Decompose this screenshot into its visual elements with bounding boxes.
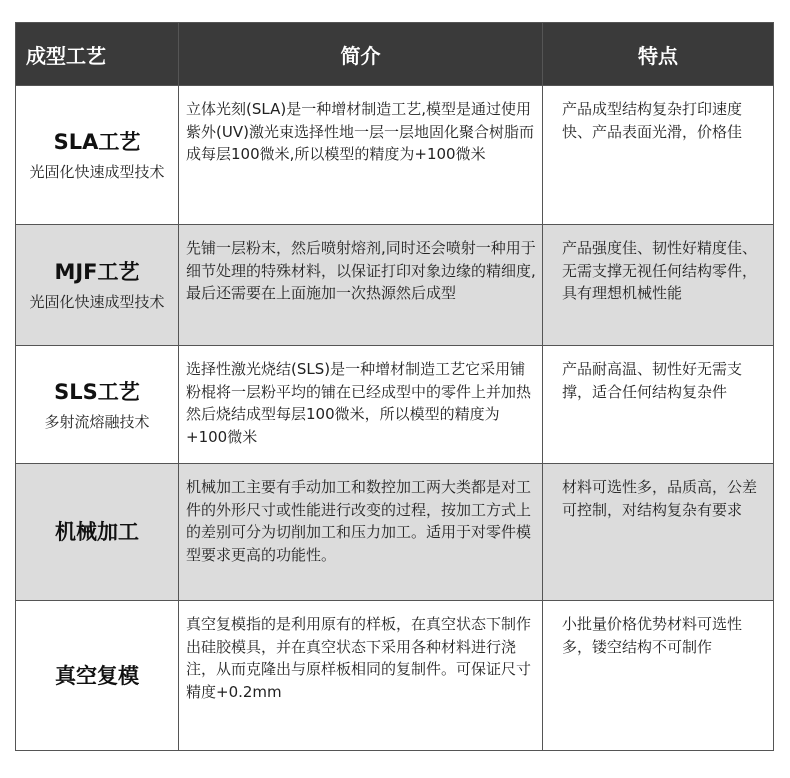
process-cell <box>16 225 179 346</box>
feature-cell: 产品强度佳、韧性好精度佳、无需支撑无视任何结构零件，具有理想机械性能 <box>543 225 774 346</box>
process-comparison-table <box>15 22 774 751</box>
process-subtitle: 光固化快速成型技术 <box>29 293 165 311</box>
description-cell: 真空复模指的是利用原有的样板，在真空状态下制作出硅胶模具，并在真空状态下采用各种材料进行浇注，从而克隆出与原样板相同的复制件。可保证尺寸精度+0.2mm <box>179 601 543 751</box>
table-row-vacuum-casting <box>16 601 774 751</box>
process-name: SLS工艺 <box>54 379 140 404</box>
feature-cell: 小批量价格优势材料可选性多，镂空结构不可制作 <box>543 601 774 751</box>
header-intro: 简介 <box>179 23 543 86</box>
process-name: SLA工艺 <box>53 130 141 154</box>
table-row-mjf <box>16 225 774 346</box>
process-cell <box>16 464 179 601</box>
process-cell <box>16 601 179 751</box>
process-name: 机械加工 <box>55 520 139 544</box>
header-features: 特点 <box>543 23 774 86</box>
feature-cell: 材料可选性多，品质高，公差可控制，对结构复杂有要求 <box>543 464 774 601</box>
process-name: MJF工艺 <box>54 260 140 284</box>
description-cell: 先铺一层粉末，然后喷射熔剂,同时还会喷射一种用于细节处理的特殊材料，以保证打印对象边缘的精细度,最后还需要在上面施加一次热源然后成型 <box>179 225 543 346</box>
table-row-sls <box>16 346 774 464</box>
table-row-machining <box>16 464 774 601</box>
description-cell: 立体光刻(SLA)是一种增材制造工艺,模型是通过使用紫外(UV)激光束选择性地一层一层地固化聚合树脂而成每层100微米,所以模型的精度为+100微米 <box>179 86 543 225</box>
process-cell <box>16 346 179 464</box>
process-name: 真空复模 <box>55 663 139 688</box>
description-cell: 选择性激光烧结(SLS)是一种增材制造工艺它采用铺粉棍将一层粉平均的铺在已经成型中的零件上并加热然后烧结成型每层100微米，所以模型的精度为+100微米 <box>179 346 543 464</box>
header-row <box>16 23 774 86</box>
process-subtitle: 多射流熔融技术 <box>44 412 150 431</box>
process-subtitle: 光固化快速成型技术 <box>29 163 165 181</box>
feature-cell: 产品耐高温、韧性好无需支撑，适合任何结构复杂件 <box>543 346 774 464</box>
table-row-sla <box>16 86 774 225</box>
feature-cell: 产品成型结构复杂打印速度快、产品表面光滑，价格佳 <box>543 86 774 225</box>
header-process: 成型工艺 <box>16 23 179 86</box>
description-cell: 机械加工主要有手动加工和数控加工两大类都是对工件的外形尺寸或性能进行改变的过程，按加工方式上的差别可分为切削加工和压力加工。适用于对零件模型要求更高的功能性。 <box>179 464 543 601</box>
process-cell <box>16 86 179 225</box>
